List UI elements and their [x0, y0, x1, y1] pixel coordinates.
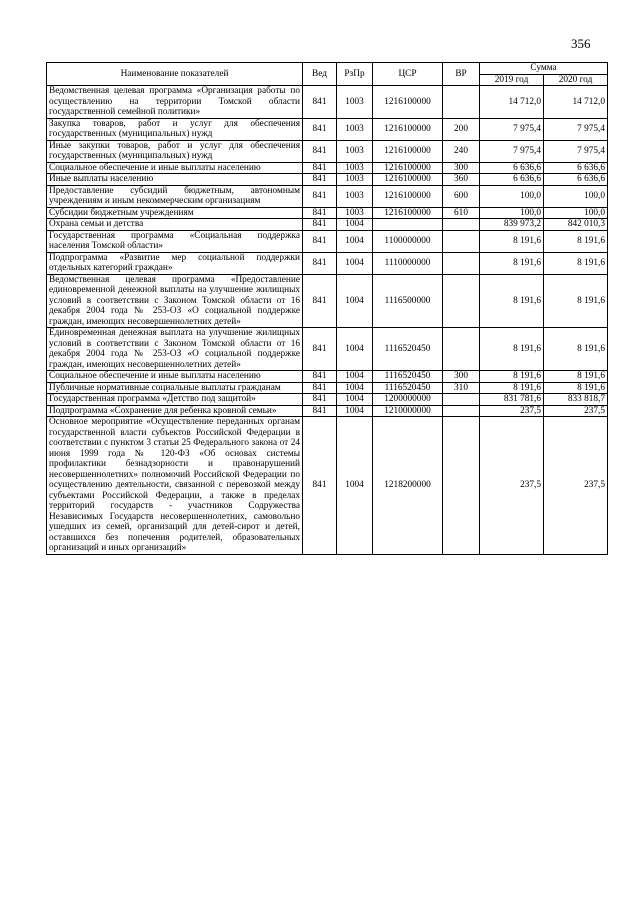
row-csr: 1110000000 — [373, 252, 443, 274]
row-vr — [443, 405, 480, 417]
row-name: Закупка товаров, работ и услуг для обеспечения государственных (муниципальных) нужд — [47, 118, 303, 140]
row-ved: 841 — [303, 417, 337, 555]
row-sum-2020: 7 975,4 — [544, 118, 608, 140]
row-csr — [373, 219, 443, 231]
row-rzpr: 1003 — [337, 185, 373, 207]
row-name: Публичные нормативные социальные выплаты гражданам — [47, 382, 303, 394]
row-csr: 1216100000 — [373, 140, 443, 162]
row-sum-2020: 8 191,6 — [544, 382, 608, 394]
row-csr: 1210000000 — [373, 405, 443, 417]
header-name: Наименование показателей — [47, 63, 303, 86]
row-ved: 841 — [303, 382, 337, 394]
row-ved: 841 — [303, 328, 337, 371]
row-vr: 610 — [443, 207, 480, 219]
row-ved: 841 — [303, 86, 337, 119]
row-sum-2020: 7 975,4 — [544, 140, 608, 162]
row-ved: 841 — [303, 207, 337, 219]
row-vr — [443, 394, 480, 406]
row-sum-2019: 8 191,6 — [480, 252, 544, 274]
row-name: Основное мероприятие «Осуществление переданных органам государственной власти субъектов Российской Федерации в соответствии с пунктом 3 статьи 25 Федерального закона от 24 июня 1999 года № 120-ФЗ «Об основах системы профилактики безнадзорности и правонарушений несовершеннолетних» полномочий Российской Федерации по осуществлению деятельности, связанной с перевозкой между субъектами Российской Федерации, а также в пределах территорий государств - участников Содружества Независимых Государств несовершеннолетних, самовольно ушедших из семей, организаций для детей-сирот и детей, оставшихся без попечения родителей, образовательных организаций и иных организаций» — [47, 417, 303, 555]
row-ved: 841 — [303, 230, 337, 252]
row-rzpr: 1004 — [337, 394, 373, 406]
table-row — [47, 118, 608, 140]
row-name: Иные выплаты населению — [47, 174, 303, 186]
table-row — [47, 394, 608, 406]
row-ved: 841 — [303, 371, 337, 383]
header-csr: ЦСР — [373, 63, 443, 86]
row-rzpr: 1003 — [337, 86, 373, 119]
header-2020: 2020 год — [544, 74, 608, 86]
row-csr: 1100000000 — [373, 230, 443, 252]
row-rzpr: 1004 — [337, 219, 373, 231]
table-row — [47, 86, 608, 119]
row-name: Государственная программа «Детство под защитой» — [47, 394, 303, 406]
row-sum-2020: 8 191,6 — [544, 371, 608, 383]
table-row — [47, 328, 608, 371]
row-name: Ведомственная целевая программа «Предоставление единовременной денежной выплаты на улучшение жилищных условий в соответствии с Законом Томской области от 16 декабря 2004 года № 253-ОЗ «О социальной поддержке граждан, имеющих несовершеннолетних детей» — [47, 274, 303, 328]
row-name: Подпрограмма «Сохранение для ребенка кровной семьи» — [47, 405, 303, 417]
row-vr: 300 — [443, 162, 480, 174]
row-rzpr: 1003 — [337, 207, 373, 219]
row-rzpr: 1004 — [337, 230, 373, 252]
table-body — [47, 86, 608, 555]
table-row — [47, 230, 608, 252]
row-sum-2020: 833 818,7 — [544, 394, 608, 406]
header-ved: Вед — [303, 63, 337, 86]
row-sum-2019: 839 973,2 — [480, 219, 544, 231]
row-csr: 1116500000 — [373, 274, 443, 328]
row-vr: 360 — [443, 174, 480, 186]
row-vr — [443, 328, 480, 371]
row-ved: 841 — [303, 162, 337, 174]
row-sum-2019: 237,5 — [480, 417, 544, 555]
row-ved: 841 — [303, 185, 337, 207]
row-rzpr: 1003 — [337, 140, 373, 162]
row-sum-2020: 6 636,6 — [544, 174, 608, 186]
row-sum-2019: 100,0 — [480, 185, 544, 207]
row-rzpr: 1004 — [337, 371, 373, 383]
row-vr: 200 — [443, 118, 480, 140]
row-name: Социальное обеспечение и иные выплаты населению — [47, 371, 303, 383]
table-row — [47, 417, 608, 555]
row-sum-2019: 100,0 — [480, 207, 544, 219]
row-rzpr: 1004 — [337, 252, 373, 274]
row-ved: 841 — [303, 140, 337, 162]
row-vr: 600 — [443, 185, 480, 207]
row-vr — [443, 230, 480, 252]
row-sum-2020: 8 191,6 — [544, 328, 608, 371]
row-sum-2019: 6 636,6 — [480, 174, 544, 186]
row-rzpr: 1003 — [337, 174, 373, 186]
row-ved: 841 — [303, 118, 337, 140]
row-sum-2020: 8 191,6 — [544, 274, 608, 328]
row-sum-2019: 7 975,4 — [480, 140, 544, 162]
page-number: 356 — [571, 36, 591, 51]
row-sum-2020: 14 712,0 — [544, 86, 608, 119]
row-rzpr: 1003 — [337, 162, 373, 174]
row-ved: 841 — [303, 394, 337, 406]
row-sum-2019: 8 191,6 — [480, 230, 544, 252]
row-csr: 1116520450 — [373, 382, 443, 394]
row-rzpr: 1004 — [337, 417, 373, 555]
row-vr: 300 — [443, 371, 480, 383]
row-sum-2019: 8 191,6 — [480, 274, 544, 328]
row-csr: 1200000000 — [373, 394, 443, 406]
row-sum-2020: 8 191,6 — [544, 230, 608, 252]
row-sum-2019: 831 781,6 — [480, 394, 544, 406]
table-row — [47, 174, 608, 186]
row-name: Охрана семьи и детства — [47, 219, 303, 231]
row-csr: 1218200000 — [373, 417, 443, 555]
table-row — [47, 207, 608, 219]
row-csr: 1216100000 — [373, 174, 443, 186]
row-name: Подпрограмма «Развитие мер социальной поддержки отдельных категорий граждан» — [47, 252, 303, 274]
row-vr — [443, 417, 480, 555]
row-sum-2019: 8 191,6 — [480, 328, 544, 371]
header-2019: 2019 год — [480, 74, 544, 86]
table-row — [47, 382, 608, 394]
row-vr: 310 — [443, 382, 480, 394]
table-row — [47, 405, 608, 417]
row-csr: 1216100000 — [373, 86, 443, 119]
row-sum-2019: 7 975,4 — [480, 118, 544, 140]
row-vr — [443, 86, 480, 119]
row-name: Единовременная денежная выплата на улучшение жилищных условий в соответствии с Законом Томской области от 16 декабря 2004 года № 253-ОЗ «О социальной поддержке граждан, имеющих несовершеннолетних детей» — [47, 328, 303, 371]
row-csr: 1116520450 — [373, 371, 443, 383]
row-sum-2019: 6 636,6 — [480, 162, 544, 174]
row-sum-2020: 8 191,6 — [544, 252, 608, 274]
row-ved: 841 — [303, 252, 337, 274]
row-sum-2020: 100,0 — [544, 185, 608, 207]
row-vr — [443, 274, 480, 328]
row-vr — [443, 219, 480, 231]
table-row — [47, 371, 608, 383]
row-sum-2019: 237,5 — [480, 405, 544, 417]
row-name: Ведомственная целевая программа «Организация работы по осуществлению на территории Томской области государственной семейной политики» — [47, 86, 303, 119]
row-sum-2019: 14 712,0 — [480, 86, 544, 119]
table-row — [47, 219, 608, 231]
row-vr: 240 — [443, 140, 480, 162]
row-rzpr: 1004 — [337, 405, 373, 417]
table-row — [47, 140, 608, 162]
table-row — [47, 162, 608, 174]
row-ved: 841 — [303, 274, 337, 328]
header-rzpr: РзПр — [337, 63, 373, 86]
row-name: Субсидии бюджетным учреждениям — [47, 207, 303, 219]
row-rzpr: 1003 — [337, 118, 373, 140]
row-sum-2020: 842 010,3 — [544, 219, 608, 231]
table-row — [47, 274, 608, 328]
row-sum-2019: 8 191,6 — [480, 382, 544, 394]
row-name: Социальное обеспечение и иные выплаты населению — [47, 162, 303, 174]
table-row — [47, 252, 608, 274]
row-csr: 1216100000 — [373, 207, 443, 219]
row-name: Государственная программа «Социальная поддержка населения Томской области» — [47, 230, 303, 252]
header-sum: Сумма — [480, 63, 608, 75]
row-name: Предоставление субсидий бюджетным, автономным учреждениям и иным некоммерческим организациям — [47, 185, 303, 207]
row-ved: 841 — [303, 174, 337, 186]
row-sum-2020: 6 636,6 — [544, 162, 608, 174]
row-sum-2020: 100,0 — [544, 207, 608, 219]
row-rzpr: 1004 — [337, 382, 373, 394]
row-sum-2020: 237,5 — [544, 405, 608, 417]
table-row — [47, 185, 608, 207]
header-vr: ВР — [443, 63, 480, 86]
row-ved: 841 — [303, 219, 337, 231]
row-vr — [443, 252, 480, 274]
row-csr: 1216100000 — [373, 162, 443, 174]
row-csr: 1116520450 — [373, 328, 443, 371]
row-csr: 1216100000 — [373, 185, 443, 207]
row-csr: 1216100000 — [373, 118, 443, 140]
budget-table — [46, 62, 608, 555]
row-rzpr: 1004 — [337, 274, 373, 328]
row-sum-2019: 8 191,6 — [480, 371, 544, 383]
row-sum-2020: 237,5 — [544, 417, 608, 555]
row-name: Иные закупки товаров, работ и услуг для обеспечения государственных (муниципальных) нужд — [47, 140, 303, 162]
row-rzpr: 1004 — [337, 328, 373, 371]
row-ved: 841 — [303, 405, 337, 417]
